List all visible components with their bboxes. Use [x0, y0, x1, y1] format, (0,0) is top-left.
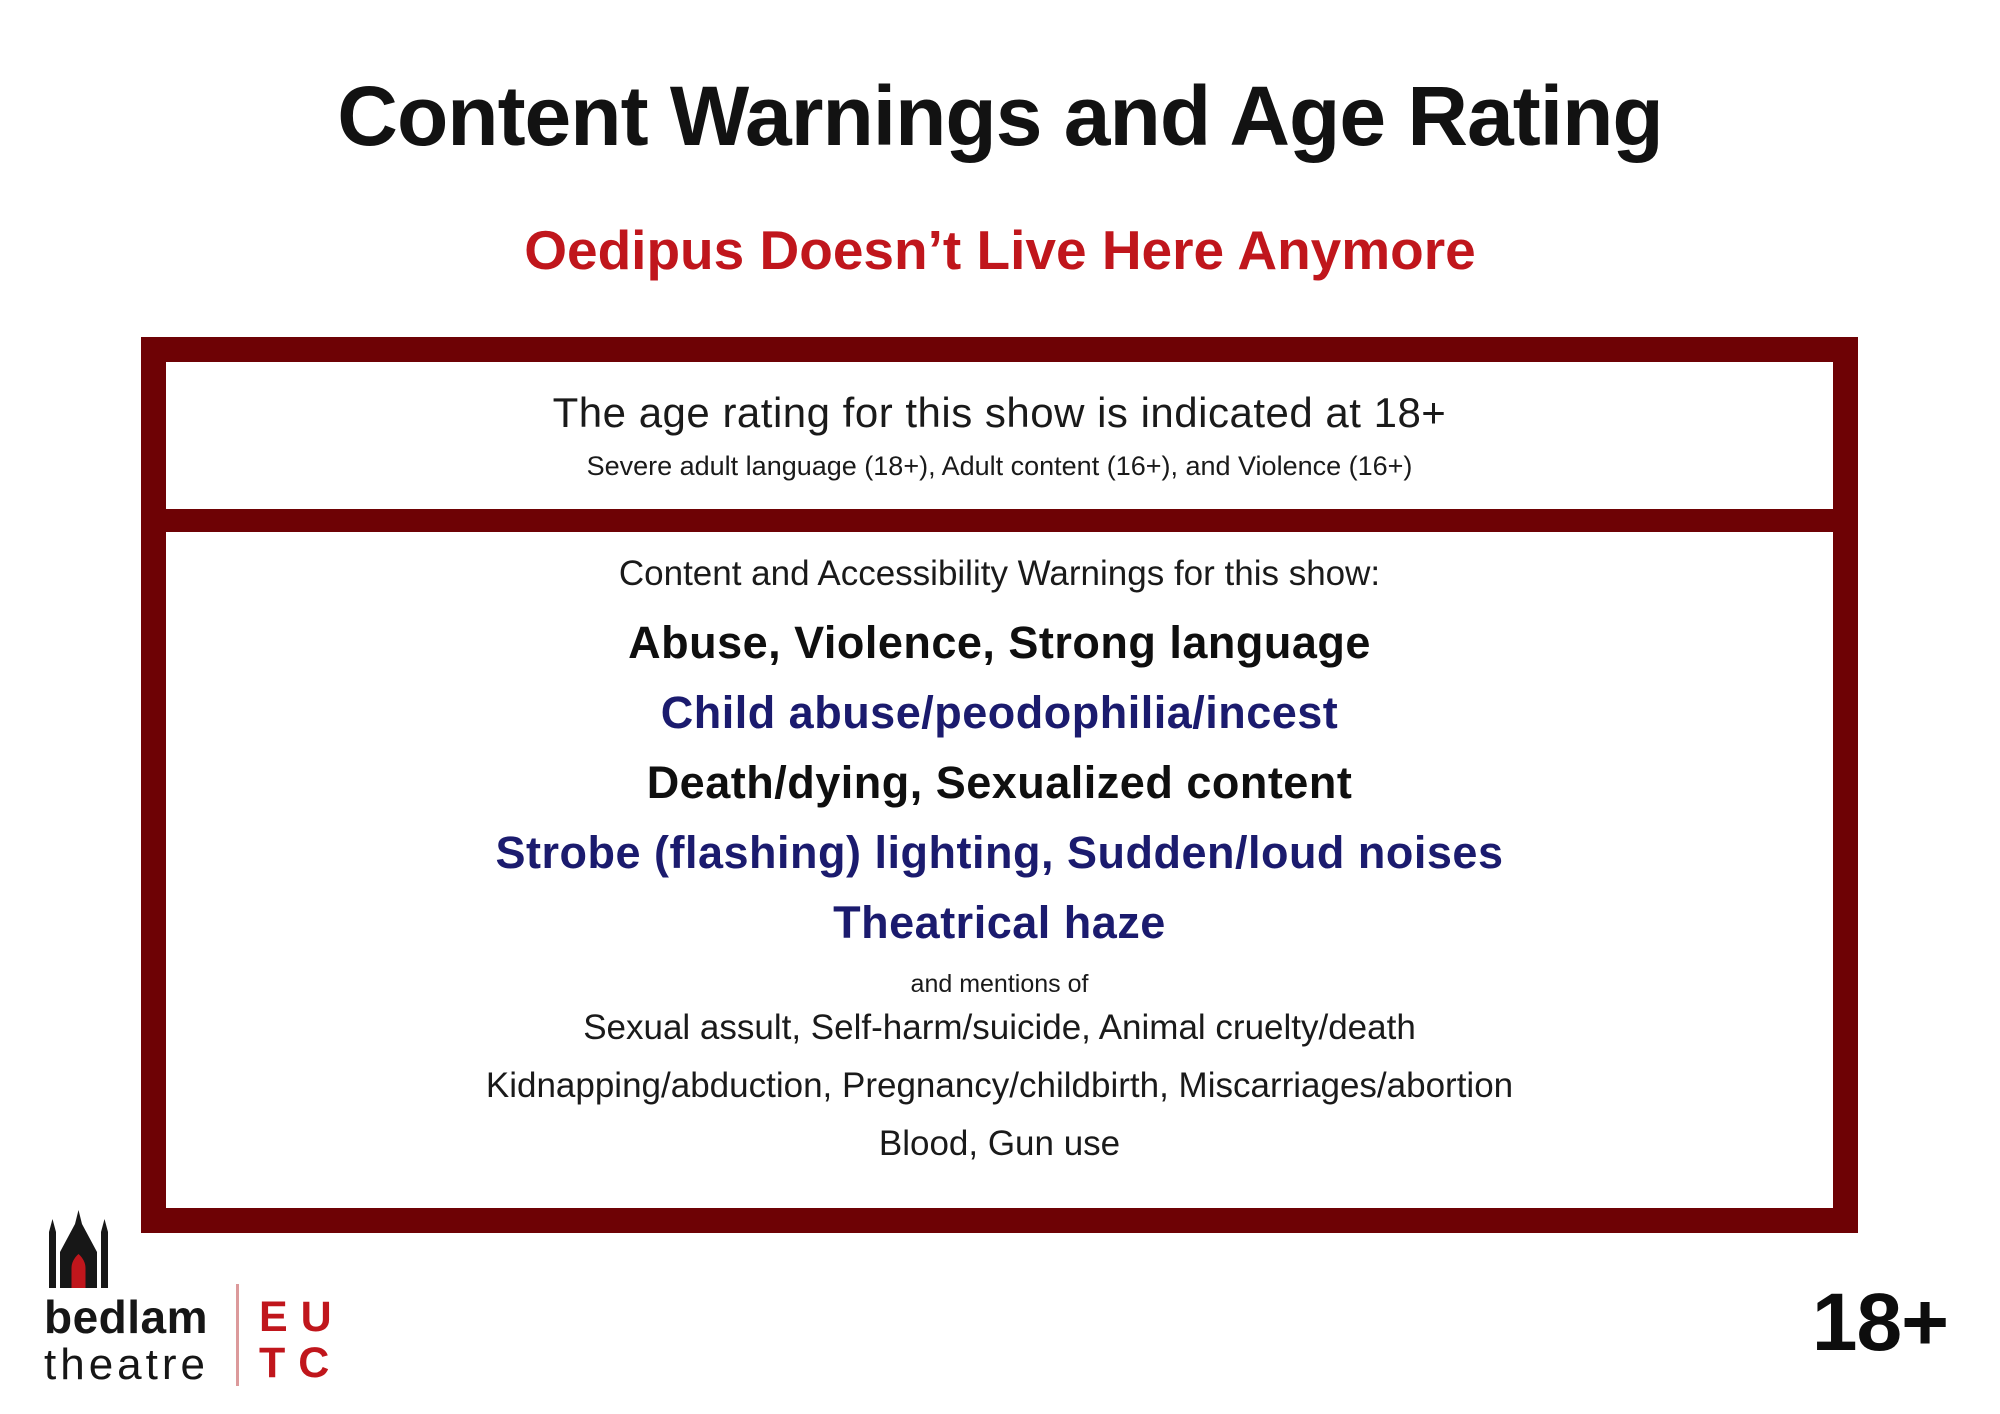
warning-line: Strobe (flashing) lighting, Sudden/loud noises	[495, 827, 1504, 878]
bedlam-logo-theatre: theatre	[44, 1340, 209, 1389]
mention-line: Blood, Gun use	[878, 1124, 1121, 1163]
show-title: Oedipus Doesn’t Live Here Anymore	[524, 219, 1476, 281]
age-badge: 18+	[1811, 1277, 1948, 1368]
eutc-row-1: EU	[259, 1293, 345, 1341]
bedlam-logo-name: bedlam	[44, 1291, 209, 1343]
warning-line: Theatrical haze	[833, 897, 1166, 948]
warning-line: Death/dying, Sexualized content	[646, 757, 1353, 808]
content-warnings-heading: Content and Accessibility Warnings for this show:	[618, 554, 1381, 593]
warning-frame-box	[141, 337, 1858, 1233]
mentions-label: and mentions of	[910, 970, 1089, 998]
warning-line: Child abuse/peodophilia/incest	[660, 687, 1339, 738]
bedlam-chapel-icon	[47, 1210, 110, 1290]
age-rating-headline: The age rating for this show is indicated at 18+	[552, 389, 1447, 436]
age-rating-section	[166, 362, 1833, 509]
logo-divider-line	[236, 1284, 239, 1386]
age-rating-details: Severe adult language (18+), Adult content (16+), and Violence (16+)	[586, 451, 1413, 481]
bedlam-logo-text	[44, 1291, 209, 1389]
warning-line: Abuse, Violence, Strong language	[628, 617, 1371, 668]
eutc-row-2: TC	[259, 1339, 343, 1387]
frame-divider	[166, 509, 1833, 532]
page-title: Content Warnings and Age Rating	[337, 69, 1663, 163]
mention-line: Kidnapping/abduction, Pregnancy/childbirth, Miscarriages/abortion	[485, 1066, 1514, 1105]
mention-line: Sexual assult, Self-harm/suicide, Animal cruelty/death	[583, 1008, 1416, 1047]
content-warnings-section	[166, 532, 1833, 1208]
eutc-logo	[259, 1294, 345, 1386]
